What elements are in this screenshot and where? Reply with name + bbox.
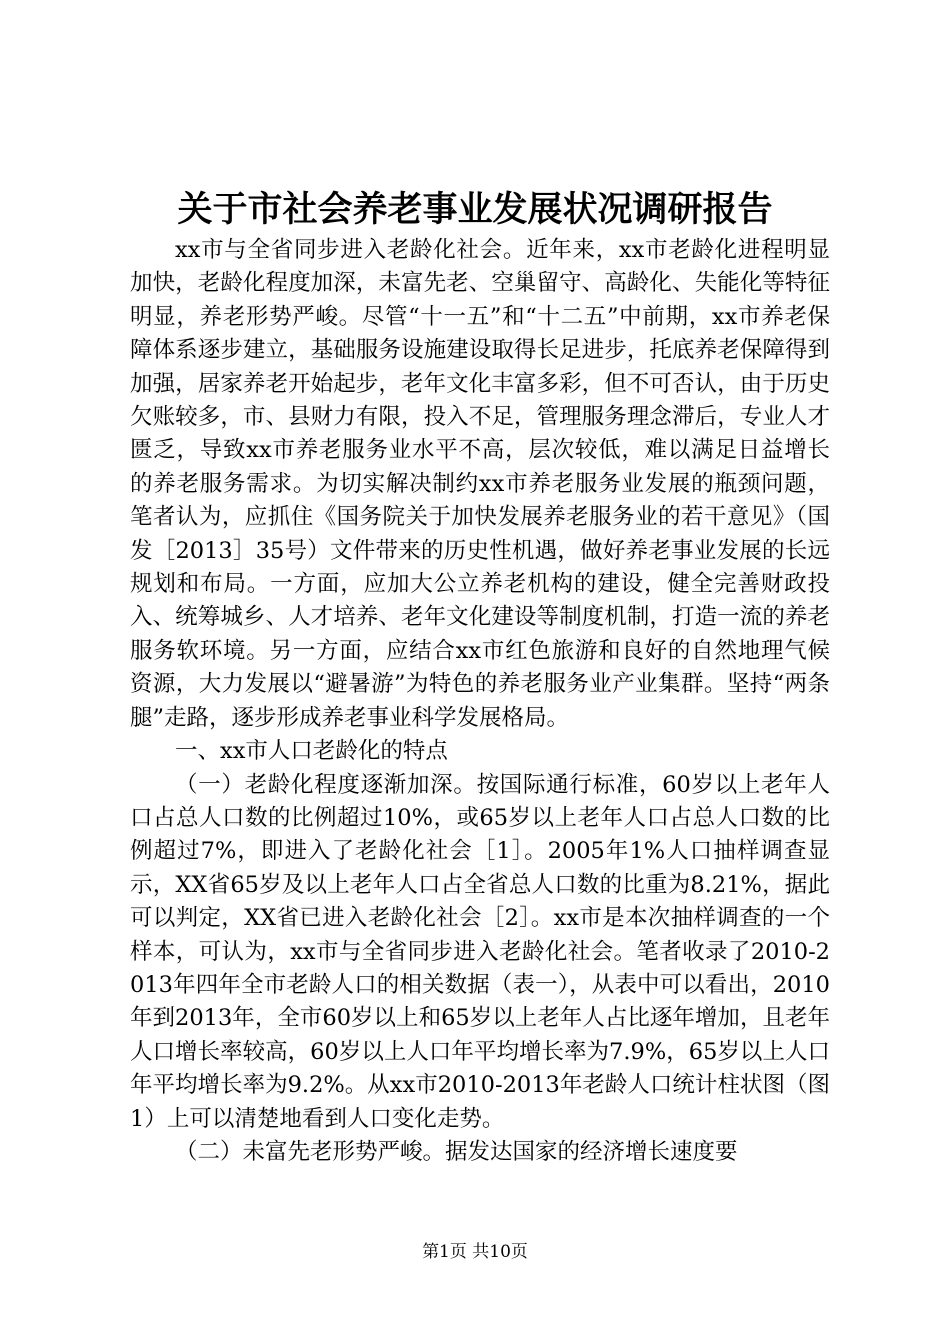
document-title: 关于市社会养老事业发展状况调研报告 — [177, 189, 773, 230]
subsection-paragraph: （一）老龄化程度逐渐加深。按国际通行标准，60岁以上老年人口占总人口数的比例超过10%，或65岁以上老年人口占总人口数的比例超过7%，即进入了老龄化社会［1］。2005年1%人口抽样调查显示，XX省65岁及以上老年人口占全省总人口数的比重为8.21%，据此可以判定，XX省已进入老龄化社会［2］。xx市是本次抽样调查的一个样本，可认为，xx市与全省同步进入老龄化社会。笔者收录了2010-2013年四年全市老龄人口的相关数据（表一），从表中可以看出，2010年到2013年，全市60岁以上和65岁以上老年人占比逐年增加，且老年人口增长率较高，60岁以上人口年平均增长率为7.9%，65岁以上人口年平均增长率为9.2%。从xx市2010-2013年老龄人口统计柱状图（图1）上可以清楚地看到人口变化走势。 — [130, 771, 830, 1132]
intro-paragraph: xx市与全省同步进入老龄化社会。近年来，xx市老龄化进程明显加快，老龄化程度加深，未富先老、空巢留守、高龄化、失能化等特征明显，养老形势严峻。尽管“十一五”和“十二五”中前期，xx市养老保障体系逐步建立，基础服务设施建设取得长足进步，托底养老保障得到加强，居家养老开始起步，老年文化丰富多彩，但不可否认，由于历史欠账较多，市、县财力有限，投入不足，管理服务理念滞后，专业人才匮乏，导致xx市养老服务业水平不高，层次较低，难以满足日益增长的养老服务需求。为切实解决制约xx市养老服务业发展的瓶颈问题，笔者认为，应抓住《国务院关于加快发展养老服务业的若干意见》（国发［2013］35号）文件带来的历史性机遇，做好养老事业发展的长远规划和布局。一方面，应加大公立养老机构的建设，健全完善财政投入、统筹城乡、人才培养、老年文化建设等制度机制，打造一流的养老服务软环境。另一方面，应结合xx市红色旅游和良好的自然地理气候资源，大力发展以“避暑游”为特色的养老服务业产业集群。坚持“两条腿”走路，逐步形成养老事业科学发展格局。 — [130, 237, 830, 731]
document-body — [130, 234, 830, 1169]
page-number-footer: 第1页 共10页 — [422, 1242, 528, 1262]
subsection-paragraph: （二）未富先老形势严峻。据发达国家的经济增长速度要 — [175, 1138, 738, 1165]
section-heading: 一、xx市人口老龄化的特点 — [175, 738, 448, 765]
